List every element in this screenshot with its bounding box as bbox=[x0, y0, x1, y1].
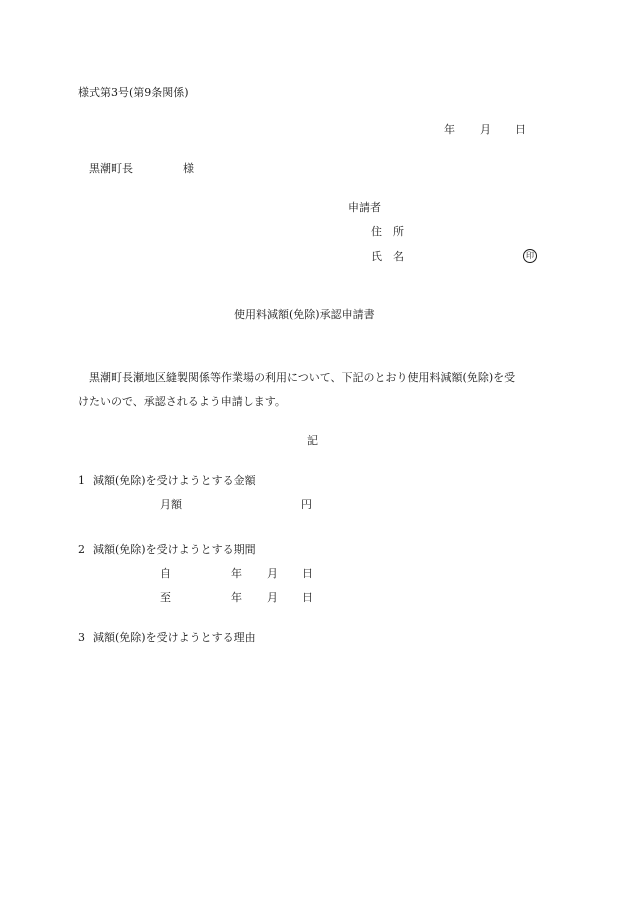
body-line-1: 黒潮町長瀬地区縫製関係等作業場の利用について、下記のとおり使用料減額(免除)を受 bbox=[78, 371, 516, 384]
ki-heading: 記 bbox=[307, 434, 318, 447]
applicant-heading: 申請者 bbox=[348, 201, 381, 214]
period-to-label: 至 bbox=[160, 591, 171, 604]
addressee-honorific: 様 bbox=[183, 162, 194, 175]
applicant-address-label: 住 所 bbox=[371, 225, 404, 238]
document-title: 使用料減額(免除)承認申請書 bbox=[234, 308, 375, 321]
item-1-number: 1 bbox=[78, 474, 85, 487]
body-line-2: けたいので、承認されるよう申請します。 bbox=[78, 395, 286, 408]
date-year: 年 bbox=[444, 123, 455, 136]
monthly-amount-label: 月額 bbox=[160, 498, 182, 511]
period-to-day: 日 bbox=[302, 591, 313, 604]
form-number: 様式第3号(第9条関係) bbox=[78, 86, 189, 99]
item-3-number: 3 bbox=[78, 631, 85, 644]
date-month: 月 bbox=[480, 123, 491, 136]
addressee-name: 黒潮町長 bbox=[89, 162, 133, 175]
yen-unit: 円 bbox=[301, 498, 312, 511]
period-from-year: 年 bbox=[231, 567, 242, 580]
period-from-month: 月 bbox=[267, 567, 278, 580]
period-from-label: 自 bbox=[160, 567, 171, 580]
item-2-number: 2 bbox=[78, 543, 85, 556]
date-day: 日 bbox=[515, 123, 526, 136]
applicant-name-label: 氏 名 bbox=[371, 250, 404, 263]
period-to-year: 年 bbox=[231, 591, 242, 604]
period-from-day: 日 bbox=[302, 567, 313, 580]
period-to-month: 月 bbox=[267, 591, 278, 604]
item-1-label: 減額(免除)を受けようとする金額 bbox=[93, 474, 256, 487]
item-2-label: 減額(免除)を受けようとする期間 bbox=[93, 543, 256, 556]
item-3-label: 減額(免除)を受けようとする理由 bbox=[93, 631, 256, 644]
seal-mark: 印 bbox=[523, 249, 537, 263]
